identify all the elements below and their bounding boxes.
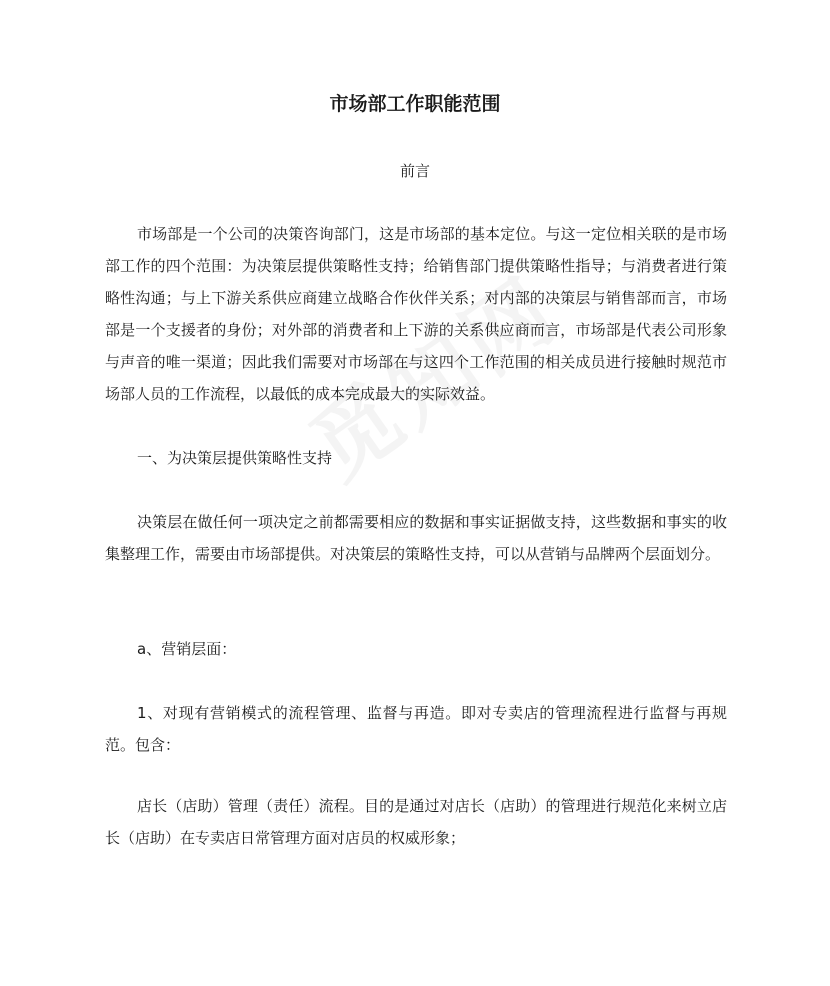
section-heading-decision-support: 一、为决策层提供策略性支持: [137, 449, 333, 467]
paragraph-store-manager: 店长（店助）管理（责任）流程。目的是通过对店长（店助）的管理进行规范化来树立店长（店助）在专卖店日常管理方面对店员的权威形象；: [105, 797, 727, 847]
subheading-marketing-level: a、营销层面：: [137, 640, 237, 658]
document-title: 市场部工作职能范围: [329, 93, 501, 115]
paragraph-intro: 市场部是一个公司的决策咨询部门，这是市场部的基本定位。与这一定位相关联的是市场部工作的四个范围：为决策层提供策略性支持；给销售部门提供策略性指导；与消费者进行策略性沟通；与上下游关系供应商建立战略合作伙伴关系；对内部的决策层与销售部而言，市场部是一个支援者的身份；对外部的消费者和上下游的关系供应商而言，市场部是代表公司形象与声音的唯一渠道；因此我们需要对市场部在与这四个工作范围的相关成员进行接触时规范市场部人员的工作流程，以最低的成本完成最大的实际效益。: [105, 225, 727, 403]
document-subtitle: 前言: [399, 162, 430, 180]
paragraph-decision-support: 决策层在做任何一项决定之前都需要相应的数据和事实证据做支持，这些数据和事实的收集整理工作，需要由市场部提供。对决策层的策略性支持，可以从营销与品牌两个层面划分。: [105, 513, 727, 563]
list-item-process-management: 1、对现有营销模式的流程管理、监督与再造。即对专卖店的管理流程进行监督与再规范。包含：: [105, 704, 727, 754]
